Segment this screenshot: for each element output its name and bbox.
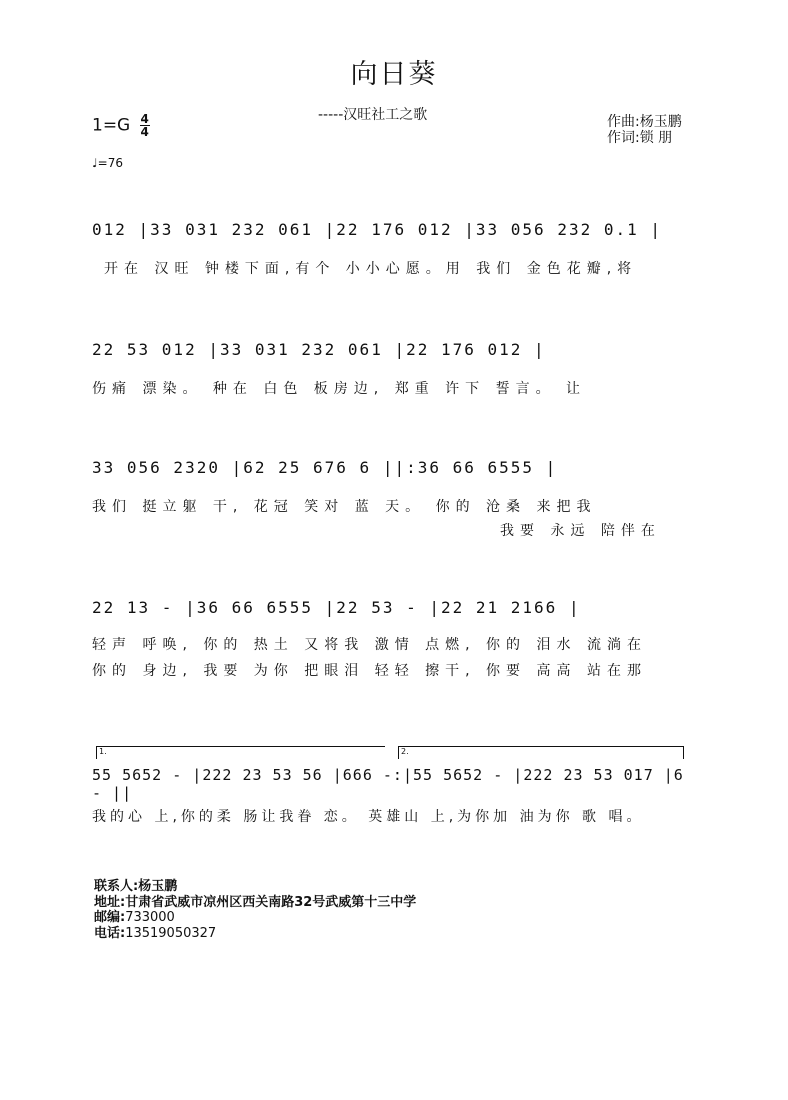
contact-person-value: 杨玉鹏	[138, 879, 178, 894]
volta-bracket-1: 1.	[96, 746, 385, 759]
composer-credit: 作曲:杨玉鹏	[607, 114, 682, 130]
notation-line: 22 53 012 |33 031 232 061 |22 176 012 |	[92, 340, 546, 359]
contact-address	[94, 895, 416, 911]
credits	[607, 114, 682, 146]
contact-zip-value: 733000	[125, 910, 175, 925]
lyrics-line-verse-2: 你的 身边, 我要 为你 把眼泪 轻轻 擦干, 你要 高高 站在那	[92, 663, 647, 679]
time-numerator: 4	[140, 112, 149, 126]
key-signature	[92, 113, 150, 138]
contact-address-value: 甘肃省武威市凉州区西关南路32号武威第十三中学	[125, 894, 417, 910]
lyrics-line: 伤痛 漂染。 种在 白色 板房边, 郑重 许下 誓言。 让	[92, 381, 587, 397]
contact-person-label: 联系人:	[94, 879, 139, 894]
notation-line: 33 056 2320 |62 25 676 6 ||:36 66 6555 |	[92, 458, 558, 477]
lyricist-credit: 作词:锁 朋	[607, 130, 673, 146]
lyrics-line: 我们 挺立躯 干, 花冠 笑对 蓝 天。 你的 沧桑 来把我	[92, 499, 597, 515]
lyrics-line-verse-2: 我要 永远 陪伴在	[500, 523, 661, 539]
contact-info	[94, 879, 416, 941]
lyrics-line: 我的心 上,你的柔 肠让我眷 恋。 英雄山 上,为你加 油为你 歌 唱。	[92, 809, 645, 825]
time-signature	[140, 113, 150, 138]
notation-line: 55 5652 - |222 23 53 56 |666 -:|55 5652 - |222 23 53 017 |6 - ||	[92, 766, 684, 802]
time-denominator: 4	[140, 125, 149, 139]
contact-phone-label: 电话:	[94, 925, 126, 941]
volta-bracket-2: 2.	[398, 746, 684, 759]
contact-phone	[94, 926, 416, 942]
tempo-marking: ♩=76	[92, 156, 123, 170]
contact-address-label: 地址:	[94, 894, 126, 910]
contact-zip	[94, 910, 416, 926]
lyrics-line: 轻声 呼唤, 你的 热土 又将我 激情 点燃, 你的 泪水 流淌在	[92, 637, 647, 653]
key-label: 1=G	[92, 115, 131, 136]
lyrics-line: 开在 汉旺 钟楼下面,有个 小小心愿。用 我们 金色花瓣,将	[104, 261, 638, 277]
notation-line: 012 |33 031 232 061 |22 176 012 |33 056 232 0.1 |	[92, 220, 663, 239]
song-subtitle: -----汉旺社工之歌	[318, 107, 428, 123]
song-title: 向日葵	[350, 59, 438, 90]
contact-person	[94, 879, 416, 895]
contact-zip-label: 邮编:	[94, 910, 126, 925]
notation-line: 22 13 - |36 66 6555 |22 53 - |22 21 2166 |	[92, 598, 581, 617]
contact-phone-value: 13519050327	[125, 925, 217, 941]
